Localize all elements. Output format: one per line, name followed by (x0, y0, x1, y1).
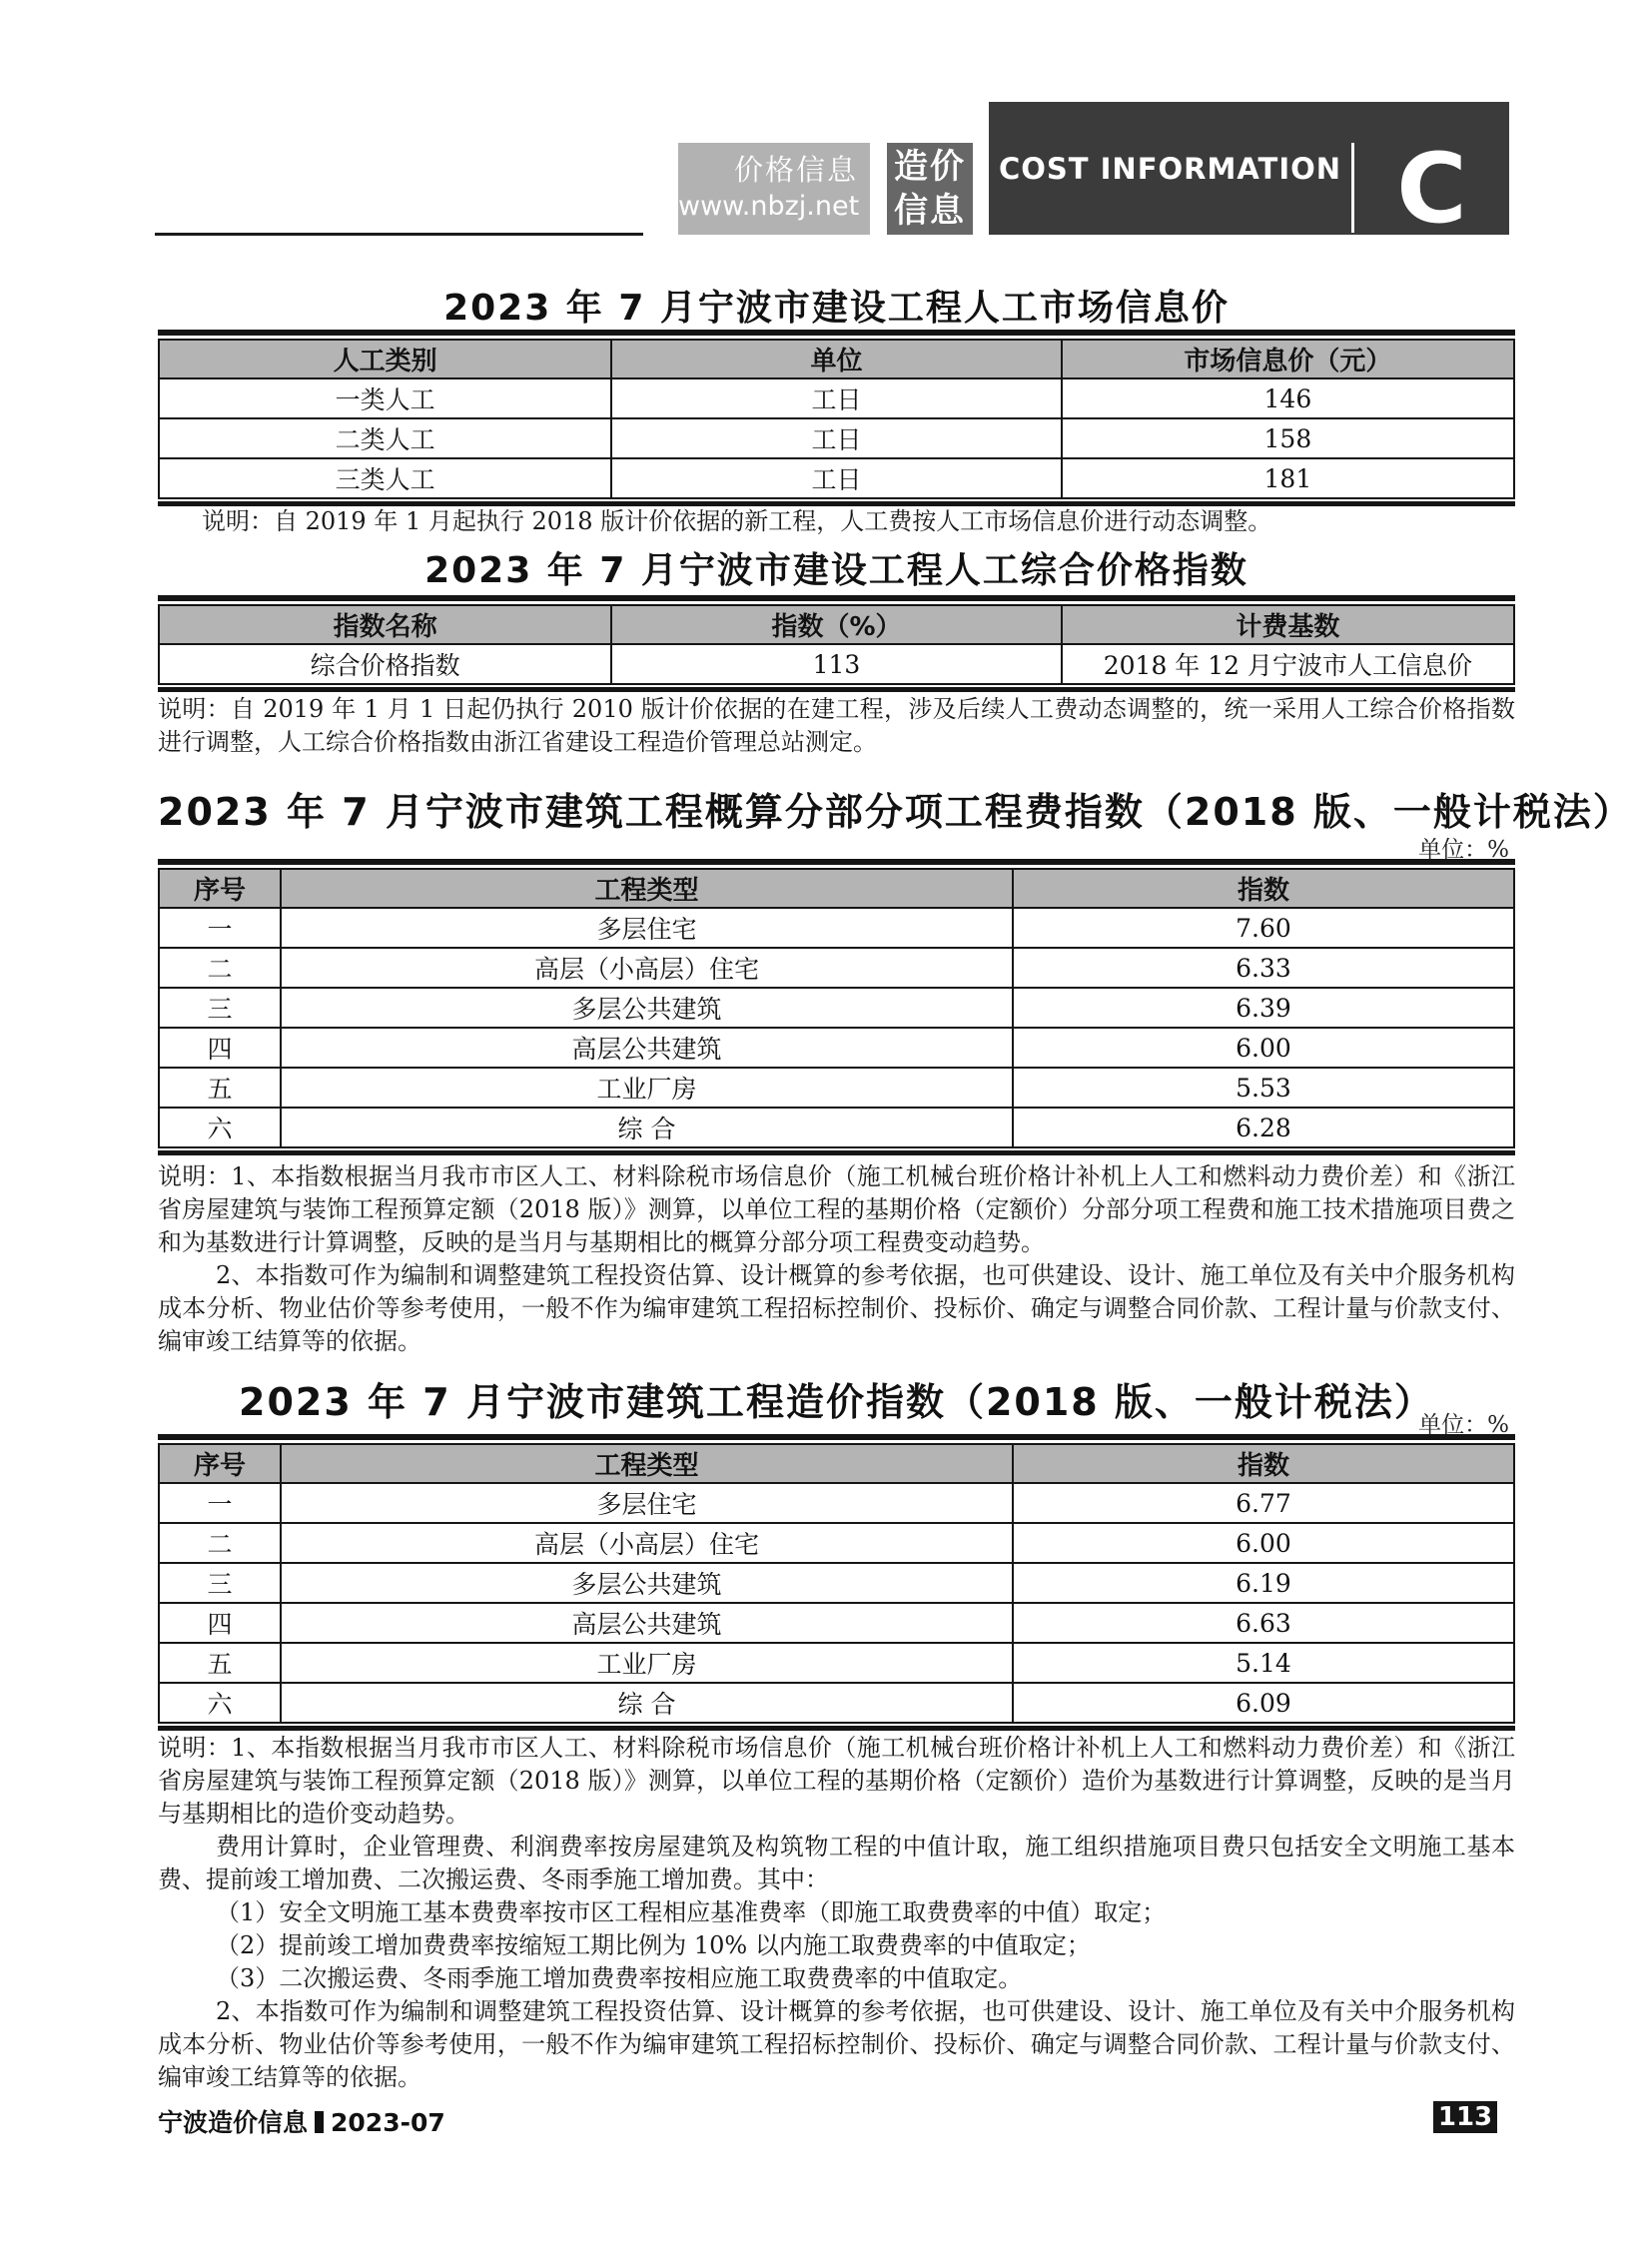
table-header-cell: 序号 (159, 1444, 281, 1483)
data-table (158, 339, 1515, 499)
table-cell: 6.77 (1013, 1483, 1514, 1523)
table-row (159, 1523, 1514, 1563)
table-cell: 6.00 (1013, 1523, 1514, 1563)
table-header-cell: 指数（%） (611, 605, 1062, 644)
table-cell: 三 (159, 1563, 281, 1603)
section4-title: 2023 年 7 月宁波市建筑工程造价指数（2018 版、一般计税法） (239, 1380, 1434, 1424)
table-row (159, 378, 1514, 418)
note-paragraph: 说明：1、本指数根据当月我市市区人工、材料除税市场信息价（施工机械台班价格计补机上人工和燃料动力费价差）和《浙江省房屋建筑与装饰工程预算定额（2018 版）》测算，以单位工程的基期价格（定额价）分部分项工程费和施工技术措施项目费之和为基数进行计算调整，反映的是当月与基期相比的概算分部分项工程费变动趋势。 (158, 1162, 1515, 1256)
table-cell: 6.09 (1013, 1683, 1514, 1723)
table-cell: 6.19 (1013, 1563, 1514, 1603)
note-paragraph: 费用计算时，企业管理费、利润费率按房屋建筑及构筑物工程的中值计取，施工组织措施项目费只包括安全文明施工基本费、提前竣工增加费、二次搬运费、冬雨季施工增加费。其中： (158, 1833, 1515, 1893)
section4-notes (158, 1732, 1515, 2094)
table-cell: 工业厂房 (281, 1068, 1013, 1108)
table-cell: 三类人工 (159, 458, 611, 498)
table-cell: 6.39 (1013, 988, 1514, 1028)
table-header-cell: 指数 (1013, 869, 1514, 908)
badge-line1: 造价 (894, 147, 966, 187)
table-header-cell: 指数名称 (159, 605, 611, 644)
table-cell: 高层（小高层）住宅 (281, 948, 1013, 988)
table-row (159, 1563, 1514, 1603)
table-header-cell: 序号 (159, 869, 281, 908)
table-cell: 高层（小高层）住宅 (281, 1523, 1013, 1563)
table-header-cell: 单位 (611, 340, 1062, 378)
note-paragraph: 2、本指数可作为编制和调整建筑工程投资估算、设计概算的参考依据，也可供建设、设计、施工单位及有关中介服务机构成本分析、物业估价等参考使用，一般不作为编审建筑工程招标控制价、投标价、确定与调整合同价款、工程计量与价款支付、编审竣工结算等的依据。 (158, 1997, 1515, 2091)
table-cell: 六 (159, 1108, 281, 1147)
table-cell: 一类人工 (159, 378, 611, 418)
composite-price-index-table (158, 595, 1515, 692)
section3-title: 2023 年 7 月宁波市建筑工程概算分部分项工程费指数（2018 版、一般计税法） (158, 790, 1633, 834)
data-table (158, 604, 1515, 685)
table-cell: 6.63 (1013, 1603, 1514, 1643)
table-header-cell: 计费基数 (1062, 605, 1514, 644)
table-cell: 5.53 (1013, 1068, 1514, 1108)
data-table (158, 868, 1515, 1148)
page-content (158, 0, 1633, 2241)
table-cell: 高层公共建筑 (281, 1603, 1013, 1643)
table-row (159, 1603, 1514, 1643)
table-cell: 5.14 (1013, 1643, 1514, 1683)
logo-url: www.nbzj.net (678, 191, 860, 222)
table-row (159, 988, 1514, 1028)
table-cell: 工业厂房 (281, 1643, 1013, 1683)
table-header-cell: 工程类型 (281, 1444, 1013, 1483)
table-cell: 多层公共建筑 (281, 1563, 1013, 1603)
table-row (159, 948, 1514, 988)
table-row (159, 1028, 1514, 1068)
section1-title: 2023 年 7 月宁波市建设工程人工市场信息价 (443, 288, 1230, 329)
table-row (159, 458, 1514, 498)
budget-subitem-index-table (158, 859, 1515, 1155)
table-row (159, 1683, 1514, 1723)
badge-line2: 信息 (894, 191, 966, 231)
footer-separator-bar (315, 2111, 324, 2133)
table-cell: 158 (1062, 418, 1514, 458)
table-cell: 146 (1062, 378, 1514, 418)
table-cell: 综 合 (281, 1108, 1013, 1147)
footer-journal-name: 宁波造价信息 (158, 2108, 309, 2137)
table-cell: 7.60 (1013, 908, 1514, 948)
table-row (159, 1068, 1514, 1108)
table-header-cell: 市场信息价（元） (1062, 340, 1514, 378)
table-cell: 6.00 (1013, 1028, 1514, 1068)
table-cell: 2018 年 12 月宁波市人工信息价 (1062, 644, 1514, 684)
table-cell: 6.28 (1013, 1108, 1514, 1147)
table-row (159, 418, 1514, 458)
section3-notes (158, 1160, 1515, 1358)
table-row (159, 1643, 1514, 1683)
banner-title: COST INFORMATION (998, 151, 1342, 186)
table-cell: 一 (159, 1483, 281, 1523)
note-paragraph: （3）二次搬运费、冬雨季施工增加费费率按相应施工取费费率的中值取定。 (216, 1964, 1023, 1992)
section1-note: 说明：自 2019 年 1 月起执行 2018 版计价依据的新工程，人工费按人工市场信息价进行动态调整。 (202, 507, 1272, 535)
table-row (159, 644, 1514, 684)
table-row (159, 1108, 1514, 1147)
banner-section-letter: C (1396, 133, 1467, 245)
table-cell: 工日 (611, 458, 1062, 498)
table-cell: 五 (159, 1068, 281, 1108)
section3-unit-label: 单位：% (1418, 837, 1509, 863)
data-table (158, 1443, 1515, 1724)
table-cell: 6.33 (1013, 948, 1514, 988)
table-cell: 113 (611, 644, 1062, 684)
table-cell: 一 (159, 908, 281, 948)
table-cell: 四 (159, 1028, 281, 1068)
table-cell: 多层住宅 (281, 1483, 1013, 1523)
section2-title: 2023 年 7 月宁波市建设工程人工综合价格指数 (424, 550, 1248, 591)
table-cell: 多层住宅 (281, 908, 1013, 948)
table-cell: 二类人工 (159, 418, 611, 458)
table-cell: 多层公共建筑 (281, 988, 1013, 1028)
note-paragraph: 说明：1、本指数根据当月我市市区人工、材料除税市场信息价（施工机械台班价格计补机上人工和燃料动力费价差）和《浙江省房屋建筑与装饰工程预算定额（2018 版）》测算，以单位工程的基期价格（定额价）造价为基数进行计算调整，反映的是当月与基期相比的造价变动趋势。 (158, 1734, 1515, 1828)
table-cell: 六 (159, 1683, 281, 1723)
page-number-badge: 113 (1433, 2101, 1497, 2133)
note-paragraph: （1）安全文明施工基本费费率按市区工程相应基准费率（即施工取费费率的中值）取定； (216, 1898, 1167, 1926)
note-paragraph: 2、本指数可作为编制和调整建筑工程投资估算、设计概算的参考依据，也可供建设、设计、施工单位及有关中介服务机构成本分析、物业估价等参考使用，一般不作为编审建筑工程招标控制价、投标价、确定与调整合同价款、工程计量与价款支付、编审竣工结算等的依据。 (158, 1261, 1515, 1355)
table-cell: 综 合 (281, 1683, 1013, 1723)
table-cell: 五 (159, 1643, 281, 1683)
table-header-cell: 指数 (1013, 1444, 1514, 1483)
table-cell: 二 (159, 948, 281, 988)
table-header-cell: 工程类型 (281, 869, 1013, 908)
footer-issue: 2023-07 (331, 2108, 445, 2137)
table-cell: 高层公共建筑 (281, 1028, 1013, 1068)
table-header-cell: 人工类别 (159, 340, 611, 378)
table-row (159, 908, 1514, 948)
labor-market-price-table (158, 330, 1515, 506)
logo-title: 价格信息 (733, 153, 858, 187)
section2-note: 说明：自 2019 年 1 月 1 日起仍执行 2010 版计价依据的在建工程，涉及后续人工费动态调整的，统一采用人工综合价格指数进行调整，人工综合价格指数由浙江省建设工程造价管理总站测定。 (158, 695, 1515, 756)
table-cell: 工日 (611, 378, 1062, 418)
table-row (159, 1483, 1514, 1523)
table-cell: 二 (159, 1523, 281, 1563)
table-cell: 四 (159, 1603, 281, 1643)
table-cell: 工日 (611, 418, 1062, 458)
note-paragraph: （2）提前竣工增加费费率按缩短工期比例为 10% 以内施工取费费率的中值取定； (216, 1931, 1091, 1959)
construction-cost-index-table (158, 1434, 1515, 1731)
table-cell: 181 (1062, 458, 1514, 498)
footer-journal (158, 2103, 445, 2139)
section4-unit-label: 单位：% (1418, 1412, 1509, 1438)
table-cell: 综合价格指数 (159, 644, 611, 684)
table-cell: 三 (159, 988, 281, 1028)
